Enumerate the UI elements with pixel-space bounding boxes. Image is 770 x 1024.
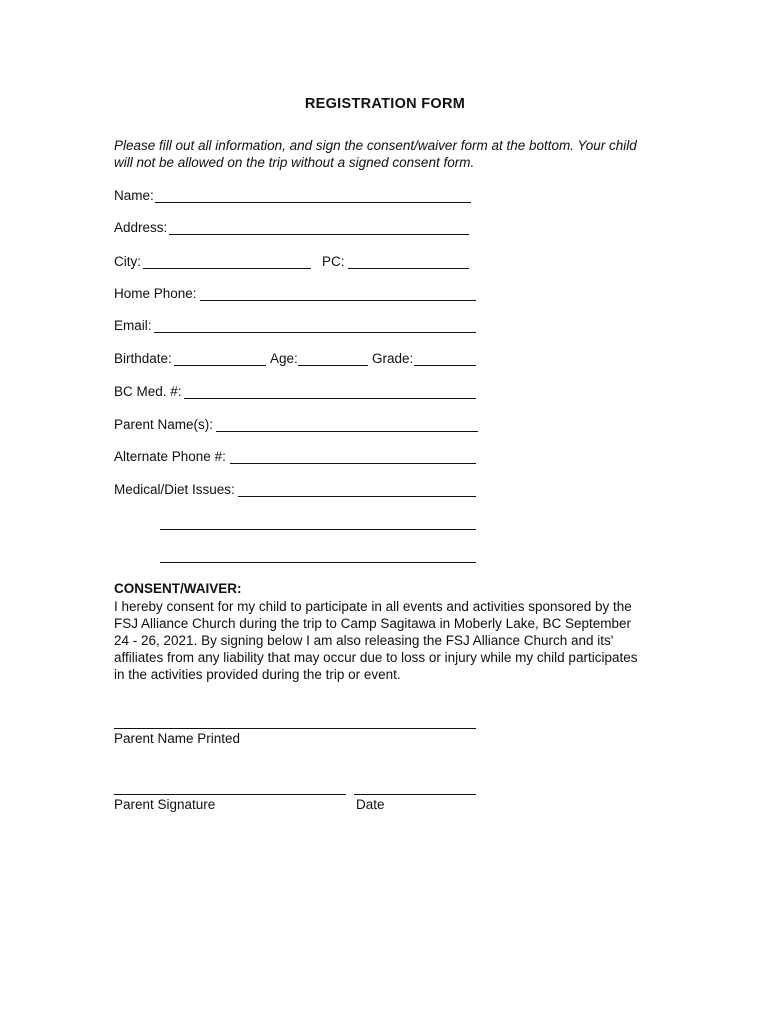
home-phone-label: Home Phone: xyxy=(114,286,197,301)
consent-line-3: 24 - 26, 2021. By signing below I am also releasing the FSJ Alliance Church and its' xyxy=(114,633,614,648)
alt-phone-label: Alternate Phone #: xyxy=(114,449,226,464)
email-field[interactable] xyxy=(154,332,476,333)
consent-line-2: FSJ Alliance Church during the trip to Camp Sagitawa in Moberly Lake, BC September xyxy=(114,616,632,631)
birthdate-field[interactable] xyxy=(174,365,266,366)
name-field[interactable] xyxy=(155,202,471,203)
pc-field[interactable] xyxy=(348,268,469,269)
age-field[interactable] xyxy=(298,365,368,366)
bc-med-field[interactable] xyxy=(184,398,476,399)
city-field[interactable] xyxy=(143,268,311,269)
parent-name-printed-field[interactable] xyxy=(114,728,476,729)
email-label: Email: xyxy=(114,318,152,333)
bc-med-label: BC Med. #: xyxy=(114,384,182,399)
grade-label: Grade: xyxy=(372,351,414,366)
medical-diet-field-line-3[interactable] xyxy=(160,562,476,563)
alt-phone-field[interactable] xyxy=(230,463,476,464)
pc-label: PC: xyxy=(322,254,345,269)
date-field[interactable] xyxy=(354,794,476,795)
parent-names-label: Parent Name(s): xyxy=(114,417,214,432)
city-label: City: xyxy=(114,254,141,269)
intro-line-1: Please fill out all information, and sign the consent/waiver form at the bottom. Your child xyxy=(114,138,637,153)
grade-field[interactable] xyxy=(414,365,476,366)
intro-line-2: will not be allowed on the trip without a signed consent form. xyxy=(114,155,475,170)
medical-diet-field[interactable] xyxy=(238,496,476,497)
consent-line-4: affiliates from any liability that may occur due to loss or injury while my child participates xyxy=(114,650,638,665)
name-label: Name: xyxy=(114,188,154,203)
age-label: Age: xyxy=(270,351,298,366)
parent-name-printed-label: Parent Name Printed xyxy=(114,731,241,746)
address-label: Address: xyxy=(114,220,168,235)
consent-heading: CONSENT/WAIVER: xyxy=(114,581,242,596)
date-label: Date xyxy=(356,797,385,812)
parent-signature-label: Parent Signature xyxy=(114,797,216,812)
home-phone-field[interactable] xyxy=(200,300,476,301)
consent-line-1: I hereby consent for my child to participate in all events and activities sponsored by the xyxy=(114,599,632,614)
parent-signature-field[interactable] xyxy=(114,794,346,795)
consent-line-5: in the activities provided during the trip or event. xyxy=(114,667,401,682)
form-title: REGISTRATION FORM xyxy=(304,96,466,112)
address-field[interactable] xyxy=(169,234,469,235)
birthdate-label: Birthdate: xyxy=(114,351,172,366)
medical-diet-label: Medical/Diet Issues: xyxy=(114,482,235,497)
parent-names-field[interactable] xyxy=(216,431,478,432)
medical-diet-field-line-2[interactable] xyxy=(160,529,476,530)
